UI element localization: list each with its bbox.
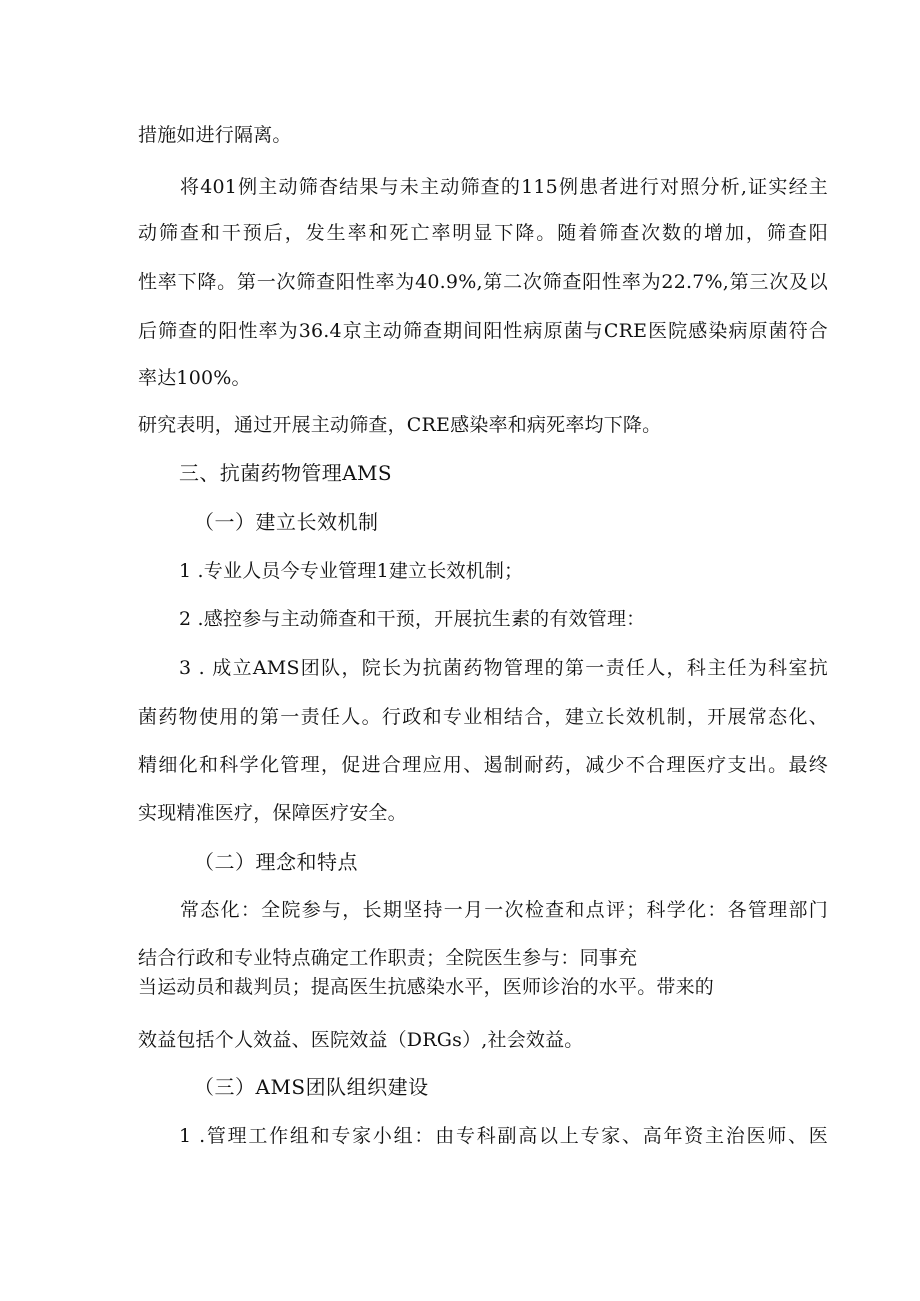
paragraph-line: 实现精准医疗，保障医疗安全。 xyxy=(138,802,407,824)
paragraph-line: 研究表明，通过开展主动筛查，CRE感染率和病死率均下降。 xyxy=(138,414,662,436)
paragraph-line: 常态化：全院参与，长期坚持一月一次检查和点评；科学化：各管理部门 xyxy=(180,899,828,921)
paragraph-line: 后筛查的阳性率为36.4京主动筛查期间阳性病原菌与CRE医院感染病原菌符合 xyxy=(138,320,828,342)
list-item: 3 . 成立AMS团队，院长为抗菌药物管理的第一责任人，科主任为科室抗 xyxy=(179,657,828,679)
subsection-heading: （一）建立长效机制 xyxy=(194,510,379,534)
paragraph-line: 性率下降。第一次筛查阳性率为40.9%,第二次筛查阳性率为22.7%,第三次及以 xyxy=(138,271,828,293)
paragraph-line: 动筛查和干预后，发生率和死亡率明显下降。随着筛查次数的增加，筛查阳 xyxy=(138,222,828,244)
paragraph-line: 菌药物使用的第一责任人。行政和专业相结合，建立长效机制，开展常态化、 xyxy=(138,706,828,728)
paragraph-line: 率达100%。 xyxy=(138,367,251,389)
subsection-heading: （二）理念和特点 xyxy=(194,850,358,874)
list-item: 1 .专业人员今专业管理1建立长效机制； xyxy=(179,560,524,582)
section-heading: 三、抗菌药物管理AMS xyxy=(179,461,393,485)
paragraph-line: 效益包括个人效益、医院效益（DRGs）,社会效益。 xyxy=(138,1029,584,1051)
paragraph-line: 精细化和科学化管理，促进合理应用、遏制耐药，减少不合理医疗支出。最终 xyxy=(138,754,828,776)
list-item: 2 .感控参与主动筛查和干预，开展抗生素的有效管理： xyxy=(179,608,646,630)
paragraph-line: 当运动员和裁判员；提高医生抗感染水平，医师诊治的水平。带来的 xyxy=(138,976,715,998)
paragraph-line: 措施如进行隔离。 xyxy=(138,124,292,146)
paragraph-line: 结合行政和专业特点确定工作职责；全院医生参与：同事充 xyxy=(138,947,638,969)
list-item: 1 .管理工作组和专家小组：由专科副高以上专家、高年资主治医师、医 xyxy=(179,1125,828,1147)
paragraph-line: 将401例主动筛杳结果与未主动筛查的115例患者进行对照分析,证实经主 xyxy=(180,176,828,198)
subsection-heading: （三）AMS团队组织建设 xyxy=(194,1075,429,1099)
